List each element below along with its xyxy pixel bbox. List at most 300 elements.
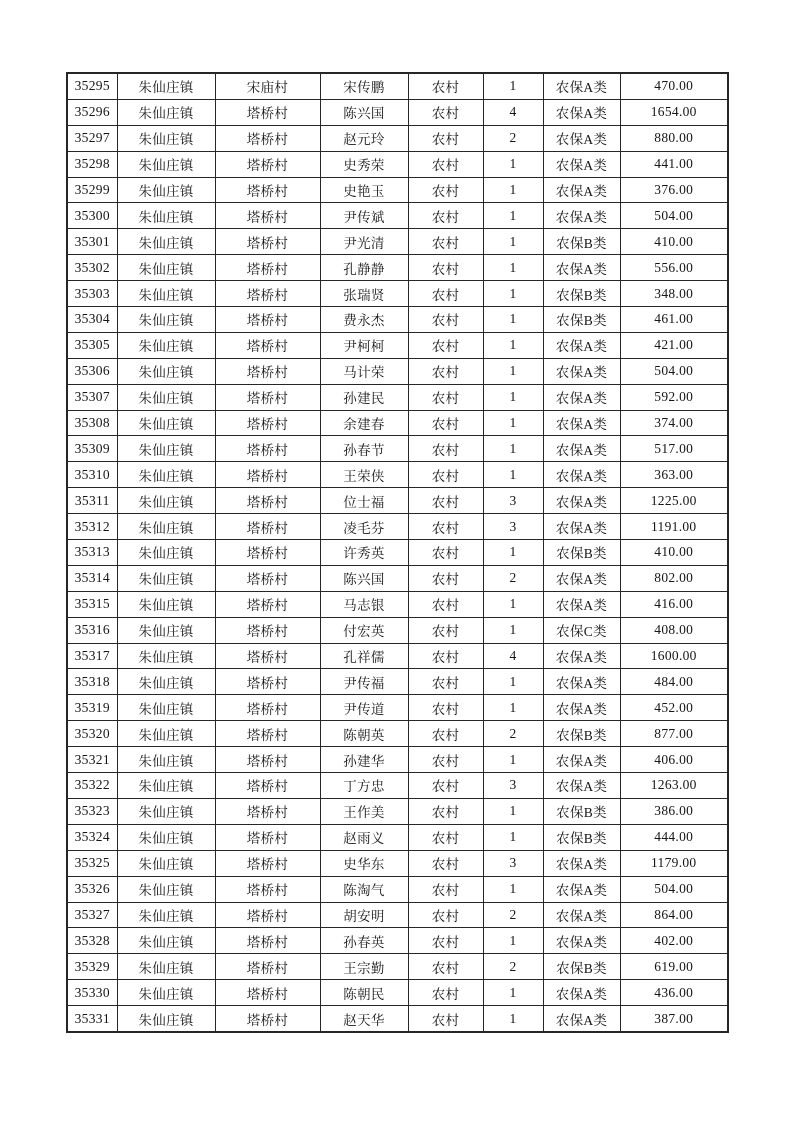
cell-town: 朱仙庄镇 bbox=[117, 358, 215, 384]
cell-insurance-category: 农保A类 bbox=[543, 643, 620, 669]
cell-person-count: 2 bbox=[483, 125, 543, 151]
cell-town: 朱仙庄镇 bbox=[117, 307, 215, 333]
cell-person-count: 1 bbox=[483, 307, 543, 333]
cell-insurance-category: 农保A类 bbox=[543, 850, 620, 876]
insurance-records-table bbox=[66, 72, 729, 1033]
cell-person-count: 1 bbox=[483, 384, 543, 410]
cell-serial-number: 35308 bbox=[67, 410, 117, 436]
cell-insurance-category: 农保A类 bbox=[543, 358, 620, 384]
cell-person-count: 1 bbox=[483, 73, 543, 99]
table-row bbox=[67, 824, 728, 850]
cell-person-count: 1 bbox=[483, 928, 543, 954]
cell-insurance-category: 农保B类 bbox=[543, 540, 620, 566]
cell-serial-number: 35297 bbox=[67, 125, 117, 151]
cell-town: 朱仙庄镇 bbox=[117, 125, 215, 151]
cell-person-count: 1 bbox=[483, 591, 543, 617]
cell-serial-number: 35312 bbox=[67, 514, 117, 540]
cell-insurance-category: 农保B类 bbox=[543, 229, 620, 255]
cell-person-name: 孙建民 bbox=[320, 384, 408, 410]
table-row bbox=[67, 358, 728, 384]
cell-person-name: 史艳玉 bbox=[320, 177, 408, 203]
cell-serial-number: 35307 bbox=[67, 384, 117, 410]
cell-person-name: 陈朝民 bbox=[320, 980, 408, 1006]
cell-town: 朱仙庄镇 bbox=[117, 203, 215, 229]
cell-insurance-category: 农保B类 bbox=[543, 798, 620, 824]
cell-insurance-category: 农保A类 bbox=[543, 410, 620, 436]
cell-person-name: 赵天华 bbox=[320, 1006, 408, 1032]
cell-town: 朱仙庄镇 bbox=[117, 669, 215, 695]
cell-town: 朱仙庄镇 bbox=[117, 436, 215, 462]
cell-person-name: 尹传道 bbox=[320, 695, 408, 721]
cell-person-name: 孙春英 bbox=[320, 928, 408, 954]
cell-amount: 504.00 bbox=[620, 876, 728, 902]
cell-residence-type: 农村 bbox=[408, 643, 483, 669]
cell-serial-number: 35295 bbox=[67, 73, 117, 99]
cell-village: 塔桥村 bbox=[215, 540, 320, 566]
cell-serial-number: 35309 bbox=[67, 436, 117, 462]
cell-residence-type: 农村 bbox=[408, 824, 483, 850]
table-row bbox=[67, 151, 728, 177]
cell-amount: 484.00 bbox=[620, 669, 728, 695]
cell-serial-number: 35315 bbox=[67, 591, 117, 617]
table-row bbox=[67, 462, 728, 488]
table-row bbox=[67, 591, 728, 617]
cell-person-count: 1 bbox=[483, 358, 543, 384]
cell-person-count: 1 bbox=[483, 695, 543, 721]
cell-residence-type: 农村 bbox=[408, 980, 483, 1006]
cell-insurance-category: 农保A类 bbox=[543, 669, 620, 695]
cell-person-name: 马计荣 bbox=[320, 358, 408, 384]
cell-person-name: 张瑞贤 bbox=[320, 281, 408, 307]
cell-amount: 376.00 bbox=[620, 177, 728, 203]
cell-village: 塔桥村 bbox=[215, 125, 320, 151]
cell-serial-number: 35320 bbox=[67, 721, 117, 747]
cell-insurance-category: 农保A类 bbox=[543, 332, 620, 358]
cell-residence-type: 农村 bbox=[408, 747, 483, 773]
cell-village: 塔桥村 bbox=[215, 850, 320, 876]
table-row bbox=[67, 488, 728, 514]
cell-residence-type: 农村 bbox=[408, 876, 483, 902]
cell-village: 塔桥村 bbox=[215, 643, 320, 669]
cell-person-count: 1 bbox=[483, 540, 543, 566]
table-row bbox=[67, 99, 728, 125]
cell-village: 塔桥村 bbox=[215, 488, 320, 514]
cell-serial-number: 35310 bbox=[67, 462, 117, 488]
cell-person-count: 3 bbox=[483, 773, 543, 799]
cell-amount: 461.00 bbox=[620, 307, 728, 333]
cell-village: 塔桥村 bbox=[215, 695, 320, 721]
cell-person-count: 1 bbox=[483, 617, 543, 643]
cell-village: 塔桥村 bbox=[215, 255, 320, 281]
cell-town: 朱仙庄镇 bbox=[117, 151, 215, 177]
cell-person-name: 孔静静 bbox=[320, 255, 408, 281]
cell-person-name: 赵雨义 bbox=[320, 824, 408, 850]
cell-village: 塔桥村 bbox=[215, 410, 320, 436]
cell-village: 塔桥村 bbox=[215, 203, 320, 229]
cell-person-count: 1 bbox=[483, 410, 543, 436]
cell-residence-type: 农村 bbox=[408, 488, 483, 514]
cell-person-name: 陈兴国 bbox=[320, 565, 408, 591]
cell-amount: 402.00 bbox=[620, 928, 728, 954]
table-row bbox=[67, 928, 728, 954]
cell-insurance-category: 农保B类 bbox=[543, 824, 620, 850]
cell-serial-number: 35298 bbox=[67, 151, 117, 177]
cell-amount: 416.00 bbox=[620, 591, 728, 617]
cell-residence-type: 农村 bbox=[408, 617, 483, 643]
cell-insurance-category: 农保B类 bbox=[543, 281, 620, 307]
cell-insurance-category: 农保A类 bbox=[543, 773, 620, 799]
cell-town: 朱仙庄镇 bbox=[117, 721, 215, 747]
cell-person-name: 位士福 bbox=[320, 488, 408, 514]
cell-serial-number: 35328 bbox=[67, 928, 117, 954]
cell-town: 朱仙庄镇 bbox=[117, 773, 215, 799]
cell-amount: 864.00 bbox=[620, 902, 728, 928]
cell-village: 塔桥村 bbox=[215, 514, 320, 540]
cell-town: 朱仙庄镇 bbox=[117, 1006, 215, 1032]
cell-town: 朱仙庄镇 bbox=[117, 695, 215, 721]
cell-village: 塔桥村 bbox=[215, 591, 320, 617]
cell-residence-type: 农村 bbox=[408, 255, 483, 281]
cell-serial-number: 35324 bbox=[67, 824, 117, 850]
cell-residence-type: 农村 bbox=[408, 332, 483, 358]
cell-amount: 880.00 bbox=[620, 125, 728, 151]
table-row bbox=[67, 721, 728, 747]
cell-person-name: 尹传斌 bbox=[320, 203, 408, 229]
cell-person-count: 4 bbox=[483, 99, 543, 125]
cell-insurance-category: 农保A类 bbox=[543, 514, 620, 540]
cell-insurance-category: 农保A类 bbox=[543, 695, 620, 721]
cell-person-count: 2 bbox=[483, 902, 543, 928]
cell-amount: 441.00 bbox=[620, 151, 728, 177]
cell-person-count: 3 bbox=[483, 514, 543, 540]
cell-residence-type: 农村 bbox=[408, 928, 483, 954]
cell-serial-number: 35326 bbox=[67, 876, 117, 902]
cell-residence-type: 农村 bbox=[408, 177, 483, 203]
cell-person-count: 1 bbox=[483, 462, 543, 488]
cell-amount: 470.00 bbox=[620, 73, 728, 99]
cell-amount: 1263.00 bbox=[620, 773, 728, 799]
cell-amount: 410.00 bbox=[620, 540, 728, 566]
cell-serial-number: 35319 bbox=[67, 695, 117, 721]
cell-insurance-category: 农保A类 bbox=[543, 255, 620, 281]
cell-insurance-category: 农保A类 bbox=[543, 876, 620, 902]
cell-amount: 452.00 bbox=[620, 695, 728, 721]
cell-village: 塔桥村 bbox=[215, 565, 320, 591]
cell-amount: 619.00 bbox=[620, 954, 728, 980]
cell-insurance-category: 农保A类 bbox=[543, 125, 620, 151]
table-row bbox=[67, 255, 728, 281]
table-row bbox=[67, 410, 728, 436]
table-row bbox=[67, 954, 728, 980]
cell-residence-type: 农村 bbox=[408, 203, 483, 229]
cell-amount: 421.00 bbox=[620, 332, 728, 358]
cell-town: 朱仙庄镇 bbox=[117, 850, 215, 876]
table-row bbox=[67, 73, 728, 99]
cell-town: 朱仙庄镇 bbox=[117, 255, 215, 281]
table-row bbox=[67, 307, 728, 333]
cell-town: 朱仙庄镇 bbox=[117, 281, 215, 307]
cell-residence-type: 农村 bbox=[408, 462, 483, 488]
cell-amount: 406.00 bbox=[620, 747, 728, 773]
cell-amount: 387.00 bbox=[620, 1006, 728, 1032]
table-row bbox=[67, 669, 728, 695]
table-row bbox=[67, 747, 728, 773]
cell-person-name: 史华东 bbox=[320, 850, 408, 876]
cell-amount: 592.00 bbox=[620, 384, 728, 410]
cell-town: 朱仙庄镇 bbox=[117, 824, 215, 850]
cell-serial-number: 35313 bbox=[67, 540, 117, 566]
table-row bbox=[67, 980, 728, 1006]
cell-person-name: 孔祥儒 bbox=[320, 643, 408, 669]
cell-village: 塔桥村 bbox=[215, 151, 320, 177]
cell-residence-type: 农村 bbox=[408, 565, 483, 591]
cell-residence-type: 农村 bbox=[408, 410, 483, 436]
cell-amount: 348.00 bbox=[620, 281, 728, 307]
cell-serial-number: 35303 bbox=[67, 281, 117, 307]
cell-town: 朱仙庄镇 bbox=[117, 410, 215, 436]
table-row bbox=[67, 229, 728, 255]
table-row bbox=[67, 617, 728, 643]
cell-town: 朱仙庄镇 bbox=[117, 540, 215, 566]
cell-village: 塔桥村 bbox=[215, 462, 320, 488]
cell-town: 朱仙庄镇 bbox=[117, 514, 215, 540]
cell-person-name: 余建春 bbox=[320, 410, 408, 436]
cell-village: 塔桥村 bbox=[215, 384, 320, 410]
table-row bbox=[67, 203, 728, 229]
cell-insurance-category: 农保A类 bbox=[543, 436, 620, 462]
cell-serial-number: 35317 bbox=[67, 643, 117, 669]
cell-residence-type: 农村 bbox=[408, 99, 483, 125]
cell-village: 塔桥村 bbox=[215, 928, 320, 954]
cell-residence-type: 农村 bbox=[408, 954, 483, 980]
cell-insurance-category: 农保A类 bbox=[543, 99, 620, 125]
table-row bbox=[67, 695, 728, 721]
cell-person-count: 1 bbox=[483, 824, 543, 850]
cell-town: 朱仙庄镇 bbox=[117, 798, 215, 824]
cell-person-count: 1 bbox=[483, 876, 543, 902]
cell-residence-type: 农村 bbox=[408, 1006, 483, 1032]
table-row bbox=[67, 384, 728, 410]
cell-town: 朱仙庄镇 bbox=[117, 565, 215, 591]
cell-insurance-category: 农保B类 bbox=[543, 954, 620, 980]
cell-insurance-category: 农保A类 bbox=[543, 980, 620, 1006]
cell-person-name: 许秀英 bbox=[320, 540, 408, 566]
table-row bbox=[67, 850, 728, 876]
cell-village: 塔桥村 bbox=[215, 824, 320, 850]
cell-residence-type: 农村 bbox=[408, 669, 483, 695]
cell-residence-type: 农村 bbox=[408, 358, 483, 384]
cell-serial-number: 35327 bbox=[67, 902, 117, 928]
cell-village: 塔桥村 bbox=[215, 436, 320, 462]
cell-insurance-category: 农保B类 bbox=[543, 721, 620, 747]
cell-person-count: 1 bbox=[483, 203, 543, 229]
cell-person-count: 1 bbox=[483, 151, 543, 177]
table-row bbox=[67, 773, 728, 799]
cell-insurance-category: 农保A类 bbox=[543, 928, 620, 954]
cell-person-name: 凌毛芬 bbox=[320, 514, 408, 540]
cell-amount: 1600.00 bbox=[620, 643, 728, 669]
cell-residence-type: 农村 bbox=[408, 73, 483, 99]
cell-person-name: 史秀荣 bbox=[320, 151, 408, 177]
cell-insurance-category: 农保A类 bbox=[543, 73, 620, 99]
cell-town: 朱仙庄镇 bbox=[117, 643, 215, 669]
cell-amount: 444.00 bbox=[620, 824, 728, 850]
cell-insurance-category: 农保A类 bbox=[543, 462, 620, 488]
cell-village: 塔桥村 bbox=[215, 980, 320, 1006]
cell-serial-number: 35330 bbox=[67, 980, 117, 1006]
cell-insurance-category: 农保A类 bbox=[543, 488, 620, 514]
cell-village: 塔桥村 bbox=[215, 747, 320, 773]
cell-amount: 556.00 bbox=[620, 255, 728, 281]
cell-insurance-category: 农保B类 bbox=[543, 307, 620, 333]
cell-village: 塔桥村 bbox=[215, 99, 320, 125]
cell-insurance-category: 农保A类 bbox=[543, 747, 620, 773]
cell-village: 塔桥村 bbox=[215, 954, 320, 980]
cell-village: 塔桥村 bbox=[215, 902, 320, 928]
cell-town: 朱仙庄镇 bbox=[117, 876, 215, 902]
table-row bbox=[67, 332, 728, 358]
cell-serial-number: 35296 bbox=[67, 99, 117, 125]
cell-serial-number: 35300 bbox=[67, 203, 117, 229]
cell-town: 朱仙庄镇 bbox=[117, 462, 215, 488]
cell-person-count: 1 bbox=[483, 332, 543, 358]
cell-person-name: 付宏英 bbox=[320, 617, 408, 643]
cell-town: 朱仙庄镇 bbox=[117, 73, 215, 99]
cell-town: 朱仙庄镇 bbox=[117, 747, 215, 773]
cell-residence-type: 农村 bbox=[408, 229, 483, 255]
cell-person-count: 1 bbox=[483, 281, 543, 307]
cell-town: 朱仙庄镇 bbox=[117, 591, 215, 617]
cell-town: 朱仙庄镇 bbox=[117, 902, 215, 928]
cell-person-name: 宋传鹏 bbox=[320, 73, 408, 99]
cell-person-count: 1 bbox=[483, 177, 543, 203]
cell-person-name: 赵元玲 bbox=[320, 125, 408, 151]
cell-serial-number: 35299 bbox=[67, 177, 117, 203]
cell-person-count: 1 bbox=[483, 1006, 543, 1032]
cell-person-count: 1 bbox=[483, 669, 543, 695]
table-row bbox=[67, 177, 728, 203]
cell-insurance-category: 农保A类 bbox=[543, 1006, 620, 1032]
cell-residence-type: 农村 bbox=[408, 514, 483, 540]
cell-amount: 1191.00 bbox=[620, 514, 728, 540]
cell-residence-type: 农村 bbox=[408, 436, 483, 462]
cell-insurance-category: 农保A类 bbox=[543, 177, 620, 203]
cell-village: 塔桥村 bbox=[215, 332, 320, 358]
cell-person-count: 1 bbox=[483, 436, 543, 462]
cell-amount: 1179.00 bbox=[620, 850, 728, 876]
table-row bbox=[67, 281, 728, 307]
cell-village: 塔桥村 bbox=[215, 721, 320, 747]
table-row bbox=[67, 540, 728, 566]
cell-person-name: 尹传福 bbox=[320, 669, 408, 695]
cell-residence-type: 农村 bbox=[408, 695, 483, 721]
cell-village: 塔桥村 bbox=[215, 617, 320, 643]
cell-village: 塔桥村 bbox=[215, 1006, 320, 1032]
cell-person-name: 孙建华 bbox=[320, 747, 408, 773]
cell-residence-type: 农村 bbox=[408, 773, 483, 799]
cell-insurance-category: 农保A类 bbox=[543, 565, 620, 591]
cell-residence-type: 农村 bbox=[408, 281, 483, 307]
cell-person-name: 费永杰 bbox=[320, 307, 408, 333]
cell-insurance-category: 农保A类 bbox=[543, 902, 620, 928]
cell-residence-type: 农村 bbox=[408, 721, 483, 747]
cell-amount: 504.00 bbox=[620, 358, 728, 384]
cell-amount: 877.00 bbox=[620, 721, 728, 747]
cell-person-name: 王荣侠 bbox=[320, 462, 408, 488]
table-row bbox=[67, 902, 728, 928]
cell-insurance-category: 农保A类 bbox=[543, 203, 620, 229]
cell-serial-number: 35305 bbox=[67, 332, 117, 358]
cell-serial-number: 35306 bbox=[67, 358, 117, 384]
cell-village: 塔桥村 bbox=[215, 307, 320, 333]
cell-amount: 408.00 bbox=[620, 617, 728, 643]
cell-town: 朱仙庄镇 bbox=[117, 229, 215, 255]
cell-person-count: 3 bbox=[483, 488, 543, 514]
table-row bbox=[67, 125, 728, 151]
cell-insurance-category: 农保A类 bbox=[543, 151, 620, 177]
table-body bbox=[67, 73, 728, 1032]
cell-amount: 504.00 bbox=[620, 203, 728, 229]
cell-person-name: 孙春节 bbox=[320, 436, 408, 462]
cell-village: 塔桥村 bbox=[215, 281, 320, 307]
cell-town: 朱仙庄镇 bbox=[117, 488, 215, 514]
cell-town: 朱仙庄镇 bbox=[117, 177, 215, 203]
cell-amount: 374.00 bbox=[620, 410, 728, 436]
cell-serial-number: 35321 bbox=[67, 747, 117, 773]
cell-town: 朱仙庄镇 bbox=[117, 954, 215, 980]
cell-residence-type: 农村 bbox=[408, 902, 483, 928]
cell-residence-type: 农村 bbox=[408, 850, 483, 876]
cell-residence-type: 农村 bbox=[408, 151, 483, 177]
cell-serial-number: 35304 bbox=[67, 307, 117, 333]
cell-town: 朱仙庄镇 bbox=[117, 384, 215, 410]
cell-residence-type: 农村 bbox=[408, 125, 483, 151]
cell-amount: 802.00 bbox=[620, 565, 728, 591]
cell-serial-number: 35311 bbox=[67, 488, 117, 514]
cell-village: 塔桥村 bbox=[215, 669, 320, 695]
cell-residence-type: 农村 bbox=[408, 540, 483, 566]
cell-serial-number: 35318 bbox=[67, 669, 117, 695]
table-row bbox=[67, 643, 728, 669]
cell-amount: 517.00 bbox=[620, 436, 728, 462]
cell-person-name: 陈淘气 bbox=[320, 876, 408, 902]
cell-person-name: 陈朝英 bbox=[320, 721, 408, 747]
cell-town: 朱仙庄镇 bbox=[117, 99, 215, 125]
cell-person-name: 丁方忠 bbox=[320, 773, 408, 799]
cell-village: 塔桥村 bbox=[215, 798, 320, 824]
table-row bbox=[67, 514, 728, 540]
cell-serial-number: 35323 bbox=[67, 798, 117, 824]
cell-person-name: 尹光清 bbox=[320, 229, 408, 255]
cell-village: 宋庙村 bbox=[215, 73, 320, 99]
cell-person-count: 2 bbox=[483, 721, 543, 747]
cell-town: 朱仙庄镇 bbox=[117, 332, 215, 358]
cell-residence-type: 农村 bbox=[408, 798, 483, 824]
cell-amount: 1654.00 bbox=[620, 99, 728, 125]
cell-person-count: 3 bbox=[483, 850, 543, 876]
table-row bbox=[67, 876, 728, 902]
cell-amount: 410.00 bbox=[620, 229, 728, 255]
cell-residence-type: 农村 bbox=[408, 307, 483, 333]
cell-person-name: 马志银 bbox=[320, 591, 408, 617]
cell-person-count: 2 bbox=[483, 954, 543, 980]
cell-village: 塔桥村 bbox=[215, 876, 320, 902]
cell-amount: 386.00 bbox=[620, 798, 728, 824]
cell-town: 朱仙庄镇 bbox=[117, 617, 215, 643]
cell-amount: 1225.00 bbox=[620, 488, 728, 514]
cell-insurance-category: 农保C类 bbox=[543, 617, 620, 643]
table-row bbox=[67, 1006, 728, 1032]
